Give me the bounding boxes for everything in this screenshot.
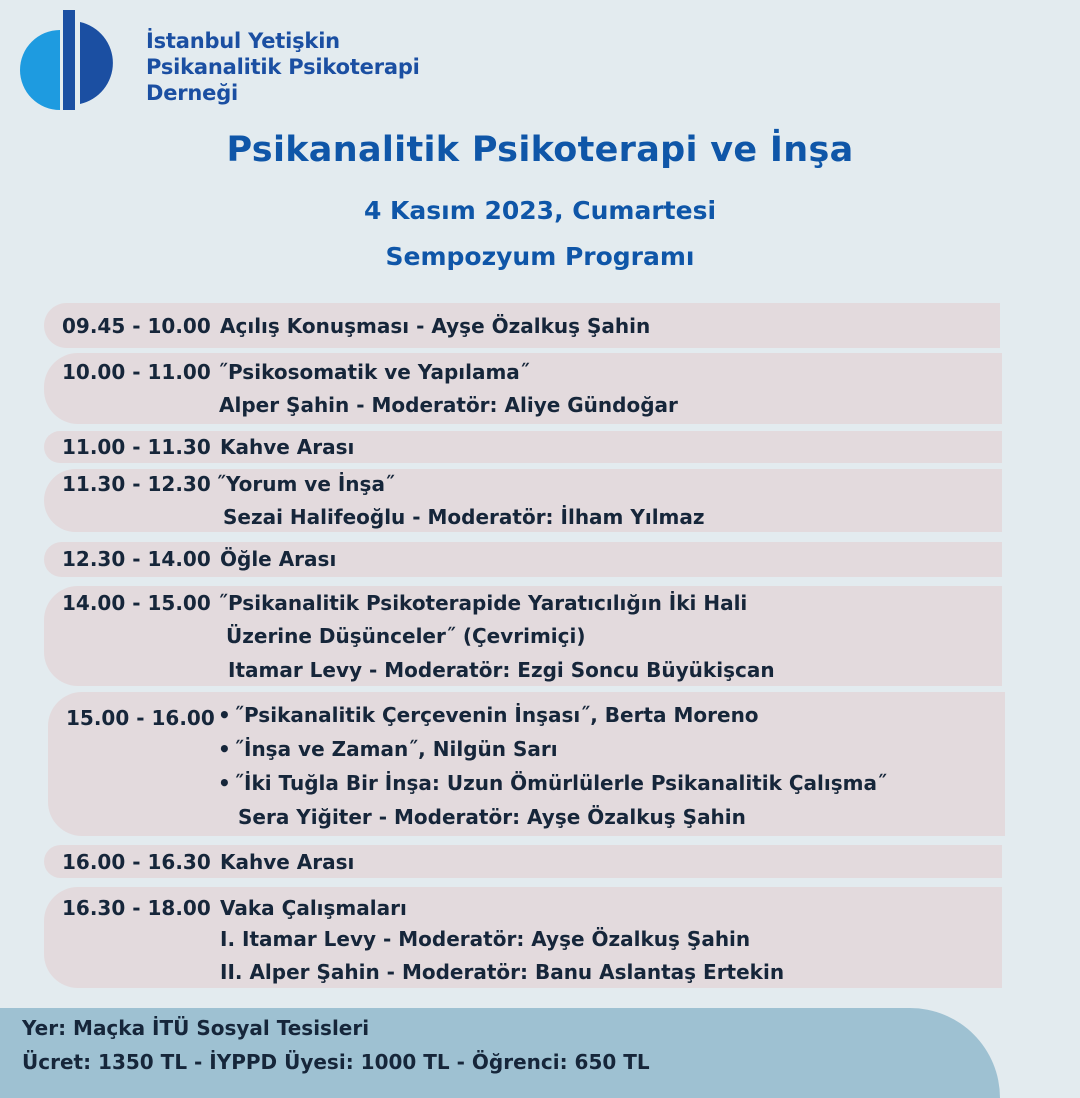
session-time: 14.00 - 15.00 xyxy=(62,591,211,615)
schedule-row xyxy=(44,303,1000,348)
session-time: 16.00 - 16.30 xyxy=(62,850,211,874)
session-bullet-item: • ˝İki Tuğla Bir İnşa: Uzun Ömürlülerle Psikanalitik Çalışma˝ xyxy=(218,766,887,800)
session-bullet-item: • ˝Psikanalitik Çerçevenin İnşası˝, Berta Moreno xyxy=(218,698,759,732)
program-heading: Sempozyum Programı xyxy=(385,242,695,271)
org-name-line-1: İstanbul Yetişkin xyxy=(146,29,340,53)
schedule-row xyxy=(44,469,1002,532)
session-speakers: Sera Yiğiter - Moderatör: Ayşe Özalkuş Şahin xyxy=(238,805,746,829)
schedule-row xyxy=(44,586,1002,686)
session-time: 15.00 - 16.00 xyxy=(66,706,215,730)
bullet-dot: • xyxy=(218,703,231,727)
session-title: ˝Yorum ve İnşa˝ xyxy=(216,472,395,496)
session-time: 11.00 - 11.30 xyxy=(62,435,211,459)
session-time: 11.30 - 12.30 xyxy=(62,472,211,496)
session-speakers: Sezai Halifeoğlu - Moderatör: İlham Yılmaz xyxy=(223,505,705,529)
session-title: ˝Psikosomatik ve Yapılama˝ xyxy=(218,360,530,384)
schedule-row xyxy=(48,692,1005,836)
session-time: 16.30 - 18.00 xyxy=(62,896,211,920)
org-name-line-2: Psikanalitik Psikoterapi xyxy=(146,55,420,79)
schedule-row xyxy=(44,431,1002,463)
schedule-row xyxy=(44,353,1002,424)
schedule-row xyxy=(44,845,1002,878)
venue-text: Yer: Maçka İTÜ Sosyal Tesisleri xyxy=(22,1016,370,1040)
session-text: Öğle Arası xyxy=(220,547,337,571)
organization-logo xyxy=(18,8,130,112)
fee-text: Ücret: 1350 TL - İYPPD Üyesi: 1000 TL - Öğrenci: 650 TL xyxy=(22,1050,650,1074)
session-time: 10.00 - 11.00 xyxy=(62,360,211,384)
logo-arc xyxy=(80,22,113,104)
session-bullet-item: • ˝İnşa ve Zaman˝, Nilgün Sarı xyxy=(218,732,558,766)
logo-bar xyxy=(63,10,75,110)
org-name-line-3: Derneği xyxy=(146,81,239,105)
session-text: Kahve Arası xyxy=(220,850,355,874)
footer-info xyxy=(0,1008,1000,1098)
session-text: Kahve Arası xyxy=(220,435,355,459)
schedule-row xyxy=(44,542,1002,577)
session-title: ˝Psikanalitik Psikoterapide Yaratıcılığın İki Hali xyxy=(218,591,748,615)
page-title: Psikanalitik Psikoterapi ve İnşa xyxy=(226,130,854,170)
logo-half-disc xyxy=(20,30,60,110)
session-time: 12.30 - 14.00 xyxy=(62,547,211,571)
bullet-dot: • xyxy=(218,771,231,795)
session-time: 09.45 - 10.00 xyxy=(62,314,211,338)
session-title-cont: Üzerine Düşünceler˝ (Çevrimiçi) xyxy=(226,624,586,648)
session-case-2: II. Alper Şahin - Moderatör: Banu Aslantaş Ertekin xyxy=(220,960,785,984)
session-speakers: Alper Şahin - Moderatör: Aliye Gündoğar xyxy=(219,393,678,417)
session-title: Vaka Çalışmaları xyxy=(220,896,407,920)
organization-name xyxy=(146,28,420,106)
bullet-dot: • xyxy=(218,737,231,761)
session-case-1: I. Itamar Levy - Moderatör: Ayşe Özalkuş Şahin xyxy=(220,927,751,951)
session-text: Açılış Konuşması - Ayşe Özalkuş Şahin xyxy=(220,314,651,338)
event-date: 4 Kasım 2023, Cumartesi xyxy=(363,196,717,225)
schedule-row xyxy=(44,887,1002,988)
session-speakers: Itamar Levy - Moderatör: Ezgi Soncu Büyükişcan xyxy=(228,658,775,682)
